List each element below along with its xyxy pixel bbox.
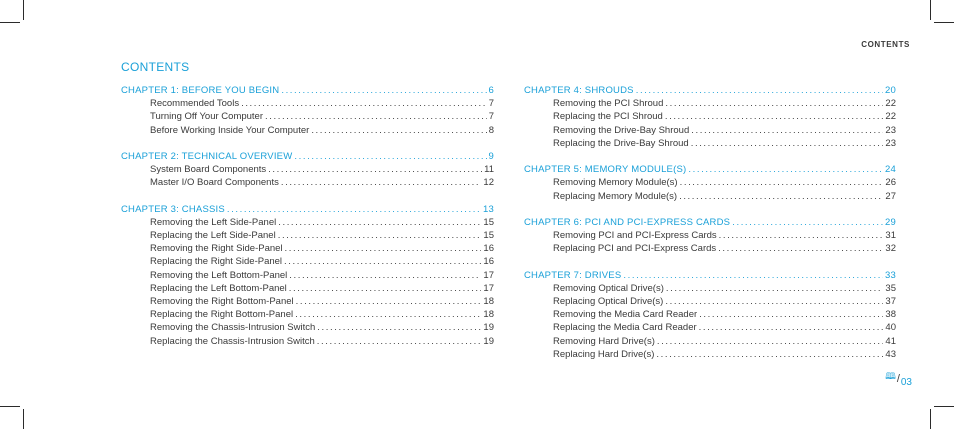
toc-dot-leader [278,229,482,242]
toc-section-entry[interactable] [121,255,494,268]
toc-page-number: 12 [483,177,494,189]
toc-section-entry[interactable] [121,97,494,110]
toc-section-entry[interactable] [524,97,896,110]
toc-section-entry[interactable] [524,308,896,321]
toc-chapter-title: CHAPTER 7: DRIVES [524,269,622,281]
toc-section-title: Before Working Inside Your Computer [150,124,310,136]
page-number-value: 03 [900,377,912,388]
toc-page-number: 16 [483,256,494,268]
toc-section-entry[interactable] [121,335,494,348]
toc-dot-leader [317,335,482,348]
toc-page-number: 16 [483,243,494,255]
toc-dot-leader [688,163,883,176]
running-header: CONTENTS [861,40,910,49]
toc-section-entry[interactable] [524,124,896,137]
page-title: CONTENTS [121,60,190,74]
toc-section-entry[interactable] [524,335,896,348]
toc-section-title: Removing the Drive-Bay Shroud [553,124,690,136]
toc-section-entry[interactable] [121,110,494,123]
toc-chapter-block [524,84,896,150]
toc-dot-leader [636,84,883,97]
toc-page-number: 7 [488,111,494,123]
toc-section-entry[interactable] [524,110,896,123]
toc-section-title: Master I/O Board Components [150,177,279,189]
toc-section-entry[interactable] [121,308,494,321]
crop-mark-bottom-left-vertical [23,409,24,429]
toc-section-title: Replacing Optical Drive(s) [553,296,664,307]
toc-dot-leader [295,308,481,321]
toc-section-title: Replacing Hard Drive(s) [553,348,655,360]
toc-page-number: 19 [483,322,494,334]
toc-page-number: 22 [885,98,896,110]
toc-section-entry[interactable] [121,321,494,334]
toc-page-number: 18 [483,309,494,321]
toc-page-number: 17 [483,282,494,294]
toc-page-number: 7 [488,98,494,110]
toc-section-title: Removing the Left Bottom-Panel [150,269,288,281]
toc-section-entry[interactable] [121,229,494,242]
toc-chapter-block [121,150,494,190]
toc-page-number: 26 [885,177,896,189]
toc-section-entry[interactable] [524,190,896,203]
toc-section-title: Removing the PCI Shroud [553,98,664,110]
toc-dot-leader [241,97,487,110]
toc-dot-leader [665,97,883,110]
toc-section-title: Replacing the Media Card Reader [553,322,697,334]
crop-mark-bottom-right-vertical [930,409,931,429]
toc-section-title: Replacing the Left Side-Panel [150,230,276,242]
toc-page-number: 15 [483,230,494,242]
toc-section-entry[interactable] [524,176,896,189]
toc-section-title: Replacing the PCI Shroud [553,111,663,123]
toc-page-number: 24 [885,164,896,176]
toc-section-entry[interactable] [524,348,896,361]
toc-page-number: 8 [488,124,494,136]
toc-page-number: 6 [488,85,494,96]
toc-section-title: Removing Optical Drive(s) [553,282,664,294]
toc-section-title: Removing the Left Side-Panel [150,216,277,228]
toc-chapter-title: CHAPTER 2: TECHNICAL OVERVIEW [121,150,293,162]
toc-dot-leader [296,295,482,308]
toc-chapter-block [524,163,896,203]
toc-dot-leader [680,176,884,189]
toc-dot-leader [718,242,883,255]
toc-page-number: 19 [483,335,494,347]
toc-section-entry[interactable] [121,176,494,189]
toc-chapter-block [121,84,494,137]
crop-mark-top-left-vertical [23,0,24,20]
toc-page-number: 17 [483,269,494,281]
toc-dot-leader [691,124,883,137]
toc-left-column [121,84,494,361]
toc-dot-leader [289,269,481,282]
toc-page-number: 18 [483,296,494,307]
toc-page-number: 23 [885,137,896,149]
toc-dot-leader [699,321,884,334]
crop-mark-top-right-horizontal [934,22,954,23]
toc-section-entry[interactable] [121,216,494,229]
toc-section-entry[interactable] [524,229,896,242]
toc-page-number: 43 [885,348,896,360]
toc-dot-leader [732,216,883,229]
toc-chapter-entry[interactable] [524,84,896,97]
toc-dot-leader [294,150,486,163]
toc-chapter-entry[interactable] [121,203,494,216]
toc-chapter-title: CHAPTER 4: SHROUDS [524,85,634,96]
toc-section-entry[interactable] [121,282,494,295]
toc-section-title: Replacing the Drive-Bay Shroud [553,137,689,149]
toc-dot-leader [666,282,884,295]
toc-chapter-entry[interactable] [121,84,494,97]
toc-page-number: 15 [483,216,494,228]
toc-chapter-title: CHAPTER 5: MEMORY MODULE(S) [524,164,687,176]
toc-section-title: Removing the Right Bottom-Panel [150,296,294,307]
toc-section-title: Removing the Chassis-Intrusion Switch [150,322,316,334]
toc-section-title: Replacing the Left Bottom-Panel [150,282,287,294]
toc-page-number: 33 [885,269,896,281]
toc-chapter-title: CHAPTER 6: PCI AND PCI-EXPRESS CARDS [524,216,731,228]
toc-page-number: 31 [885,230,896,242]
toc-section-entry[interactable] [524,295,896,308]
toc-dot-leader [317,321,481,334]
toc-section-title: Removing Memory Module(s) [553,177,678,189]
toc-section-title: Replacing the Chassis-Intrusion Switch [150,335,315,347]
crop-mark-bottom-right-horizontal [934,406,954,407]
toc-chapter-entry[interactable] [121,150,494,163]
toc-section-entry[interactable] [524,321,896,334]
crop-mark-bottom-left-horizontal [0,406,20,407]
toc-section-entry[interactable] [121,124,494,137]
toc-dot-leader [679,190,883,203]
toc-dot-leader [656,348,883,361]
toc-page-number: 40 [885,322,896,334]
toc-section-entry[interactable] [524,137,896,150]
toc-chapter-entry[interactable] [524,269,896,282]
toc-section-title: Replacing PCI and PCI-Express Cards [553,243,717,255]
toc-chapter-entry[interactable] [524,216,896,229]
toc-section-title: System Board Components [150,164,267,176]
toc-dot-leader [719,229,884,242]
toc-dot-leader [311,124,486,137]
toc-section-entry[interactable] [121,163,494,176]
toc-dot-leader [278,216,481,229]
toc-section-entry[interactable] [121,295,494,308]
toc-section-title: Replacing Memory Module(s) [553,190,678,202]
toc-page-number: 41 [885,335,896,347]
toc-page-number: 20 [885,85,896,96]
toc-dot-leader [665,295,883,308]
toc-dot-leader [284,255,481,268]
toc-dot-leader [657,335,884,348]
toc-section-title: Removing the Right Side-Panel [150,243,283,255]
toc-dot-leader [281,176,482,189]
toc-dot-leader [281,84,486,97]
toc-dot-leader [699,308,883,321]
toc-chapter-entry[interactable] [524,163,896,176]
toc-page-number: 11 [484,164,494,176]
crop-mark-top-left-horizontal [0,22,20,23]
toc-dot-leader [623,269,883,282]
toc-section-entry[interactable] [121,269,494,282]
toc-section-title: Removing Hard Drive(s) [553,335,655,347]
page-number [885,372,912,388]
toc-page-number: 23 [885,124,896,136]
toc-chapter-title: CHAPTER 1: BEFORE YOU BEGIN [121,85,280,96]
toc-dot-leader [691,137,884,150]
toc-chapter-block [524,216,896,256]
toc-dot-leader [665,110,884,123]
toc-page-number: 22 [885,111,896,123]
toc-section-title: Replacing the Right Bottom-Panel [150,309,294,321]
toc-section-title: Recommended Tools [150,98,240,110]
toc-section-entry[interactable] [524,242,896,255]
toc-page-number: 37 [885,296,896,307]
toc-page-number: 9 [488,150,494,162]
toc-page-number: 29 [885,216,896,228]
book-icon: 🕮 [885,371,896,381]
toc-chapter-title: CHAPTER 3: CHASSIS [121,203,225,215]
toc-dot-leader [227,203,481,216]
toc-page-number: 38 [885,309,896,321]
toc-section-entry[interactable] [524,282,896,295]
toc-right-column [524,84,896,374]
toc-dot-leader [268,163,482,176]
toc-section-entry[interactable] [121,242,494,255]
page-number-slash: / [896,373,900,385]
toc-dot-leader [265,110,487,123]
toc-chapter-block [524,269,896,361]
toc-chapter-block [121,203,494,348]
crop-mark-top-right-vertical [930,0,931,20]
toc-page-number: 32 [885,243,896,255]
toc-section-title: Removing the Media Card Reader [553,309,698,321]
toc-section-title: Removing PCI and PCI-Express Cards [553,230,717,242]
toc-section-title: Turning Off Your Computer [150,111,264,123]
toc-dot-leader [285,242,482,255]
toc-page-number: 35 [885,282,896,294]
toc-page-number: 13 [483,203,494,215]
toc-dot-leader [289,282,482,295]
toc-section-title: Replacing the Right Side-Panel [150,256,283,268]
toc-page-number: 27 [885,190,896,202]
